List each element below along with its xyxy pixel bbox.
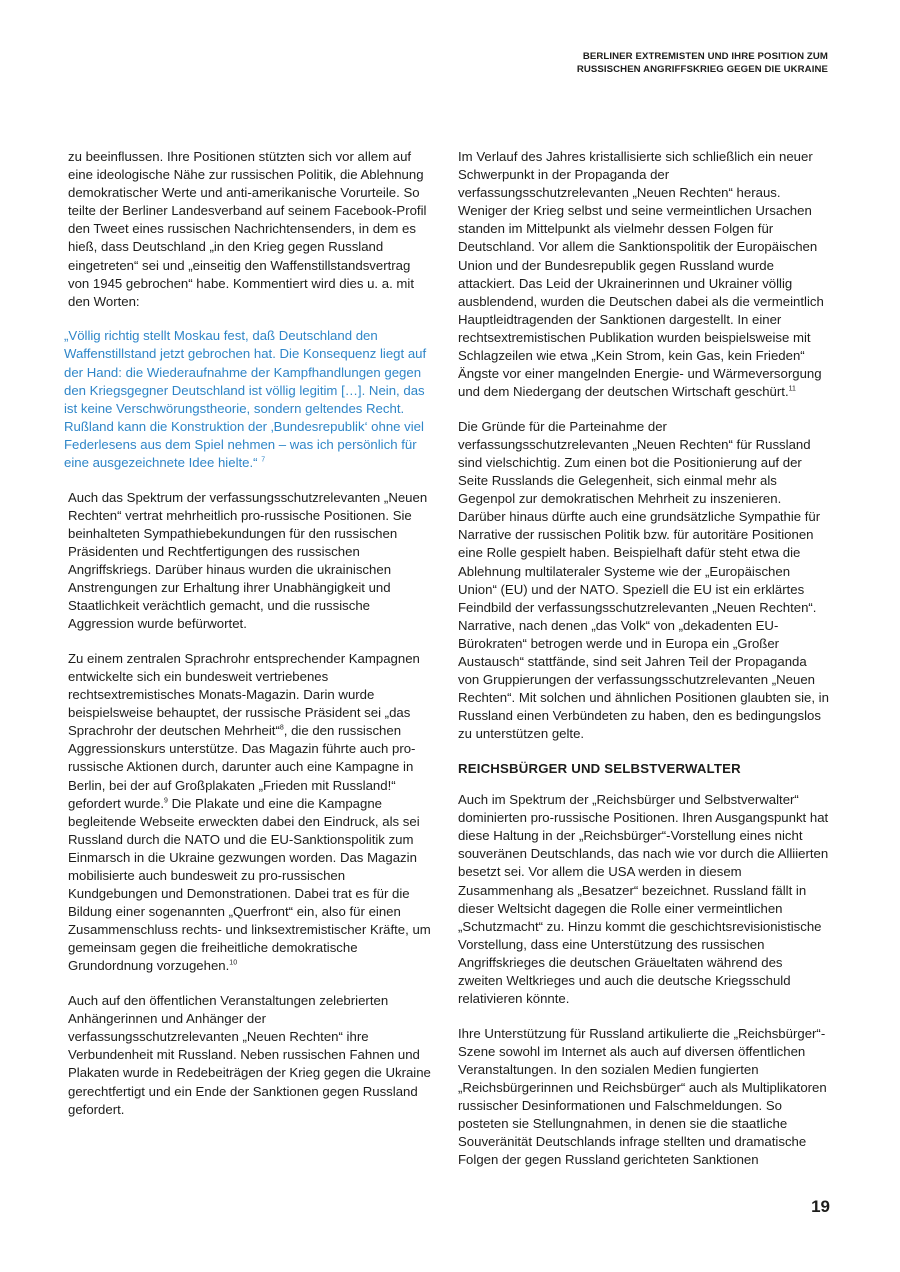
footnote-marker: 11 — [788, 385, 796, 393]
running-header — [408, 50, 828, 76]
block-quote-text: „Völlig richtig stellt Moskau fest, daß Deutschland den Waffenstillstand jetzt gebrochen hat. Die Konsequenz liegt auf der Hand: die Wiederaufnahme der Kampfhandlungen gegen den Kriegsgegner Deutschland ist völlig legitim […]. Nein, das ist keine Verschwörungstheorie, sondern geltendes Recht. Rußland kann die Konstruktion der ‚Bundesrepublik‘ ohne viel Federlesens aus dem Spiel nehmen – was ich persönlich für eine ausgezeichnete Idee hielte.“ — [64, 328, 427, 470]
running-header-line-1: BERLINER EXTREMISTEN UND IHRE POSITION ZUM — [582, 51, 828, 62]
page-number: 19 — [811, 1197, 830, 1216]
right-column — [458, 148, 830, 1186]
paragraph: Auch das Spektrum der verfassungsschutzrelevanten „Neuen Rechten“ vertrat mehrheitlich pro-russische Positionen. Sie beinhalteten Sympathiebekundungen für den russischen Präsidenten und Rechtfertigungen des russischen Angriffskriegs. Darüber hinaus wurden die ukrainischen Anstrengungen zur Erhaltung ihrer Unabhängigkeit und Staatlichkeit verächtlich gemacht, und die russische Aggression wurde befürwortet. — [68, 489, 428, 632]
paragraph — [68, 650, 433, 976]
running-header-line-2: RUSSISCHEN ANGRIFFSKRIEG GEGEN DIE UKRAINE — [576, 64, 828, 75]
footnote-marker: 8 — [279, 724, 284, 732]
paragraph: Auch im Spektrum der „Reichsbürger und Selbstverwalter“ dominierten pro-russische Positionen. Ihren Ausgangspunkt hat diese Haltung in der „Reichsbürger“-Vorstellung eines nicht souveränen Deutschlands, das nach wie vor durch die Alliierten besetzt sei. Vor allem die USA werden in diesem Zusammenhang als „Besatzer“ bezeichnet. Russland fällt in dieser Weltsicht dagegen die Rolle einer vermeintlichen „Schutzmacht“ zu. Hinzu kommt die geschichtsrevisionistische Vorstellung, dass eine Unterstützung des russischen Angriffskrieges die deutschen Gräueltaten während des zweiten Weltkrieges und auch die deutsche Kriegsschuld relativieren könnte. — [458, 792, 829, 1007]
paragraph — [458, 148, 830, 401]
footnote-marker: 9 — [164, 797, 168, 805]
footnote-marker: 7 — [261, 456, 266, 464]
paragraph-text: Die Plakate und eine die Kampagne begleitende Webseite erweckten dabei den Eindruck, als sei Russland durch die NATO und die EU-Sanktionspolitik zum Einmarsch in die Ukraine gezwungen worden. Das Magazin mobilisierte auch bundesweit zu pro-russischen Kundgebungen und Demonstrationen. Dabei trat es für die Bildung einer sogenannten „Querfront“ ein, also für einen Zusammenschluss rechts- und linksextremistischer Kräfte, um gemeinsam gegen die freiheitliche demokratische Grundordnung vorzugehen. — [68, 795, 431, 974]
block-quote — [64, 327, 433, 472]
footnote-marker: 10 — [229, 960, 238, 968]
paragraph-text: , die den russischen Aggressionskurs unterstütze. Das Magazin führte auch pro-russische Aktionen durch, darunter auch eine Kampagne in Berlin, bei der auf Großplakaten „Frieden mit Russland!“ gefordert wurde. — [68, 723, 416, 811]
paragraph: zu beeinflussen. Ihre Positionen stützten sich vor allem auf eine ideologische Nähe zur russischen Politik, die Ablehnung demokratischer Werte und anti-amerikanische Vorurteile. So teilte der Berliner Landesverband auf seinem Facebook-Profil den Tweet eines russischen Nachrichtensenders, in dem es hieß, dass Deutschland „in den Krieg gegen Russland eingetreten“ sei und „einseitig den Waffenstillstandsvertrag von 1945 gebrochen“ habe. Kommentiert wird dies u. a. mit den Worten: — [68, 149, 427, 309]
paragraph: Die Gründe für die Parteinahme der verfassungsschutzrelevanten „Neuen Rechten“ für Russland sind vielschichtig. Zum einen bot die Positionierung auf der Seite Russlands die Gelegenheit, sich einmal mehr als Gegenpol zur demokratischen Mehrheit zu inszenieren. Darüber hinaus dürfte auch eine grundsätzliche Sympathie für Narrative der russischen Politik bzw. für autoritäre Positionen eine Rolle gespielt haben. Beispielhaft dafür steht etwa die Ablehnung multilateraler Systeme wie der „Europäischen Union“ (EU) und der NATO. Speziell die EU ist ein erklärtes Feindbild der verfassungsschutzrelevanten „Neuen Rechten“. Narrative, nach denen „das Volk“ von „dekadenten EU-Bürokraten“ betrogen werde und in Europa ein „Großer Austausch“ stattfände, sind seit Jahren Teil der Propaganda von Gruppierungen der verfassungsschutzrelevanten „Neuen Rechten“. Mit solchen und ähnlichen Positionen glaubten sie, in Russland einen Verbündeten zu haben, den es bedingungslos zu unterstützen gelte. — [458, 418, 829, 742]
paragraph: Auch auf den öffentlichen Veranstaltungen zelebrierten Anhängerinnen und Anhänger der verfassungsschutzrelevanten „Neuen Rechten“ ihre Verbundenheit mit Russland. Neben russischen Fahnen und Plakaten wurde in Redebeiträgen der Krieg gegen die Ukraine gerechtfertigt und ein Ende der Sanktionen gegen Russland gefordert. — [68, 993, 431, 1117]
paragraph-text: Zu einem zentralen Sprachrohr entsprechender Kampagnen entwickelte sich ein bundesweit vertriebenes rechtsextremistisches Monats-Magazin. Darin wurde beispielsweise behauptet, der russische Präsident sei „das Sprachrohr der deutschen Mehrheit“ — [68, 650, 420, 739]
section-heading: REICHSBÜRGER UND SELBSTVERWALTER — [458, 761, 741, 776]
paragraph: Ihre Unterstützung für Russland artikulierte die „Reichsbürger“-Szene sowohl im Internet als auch auf diversen öffentlichen Veranstaltungen. In den sozialen Medien fungierten „Reichsbürgerinnen und Reichsbürger“ auch als Multiplikatoren russischer Desinformationen und Falschmeldungen. So posteten sie Stellungnahmen, in denen sie die staatliche Souveränität Deutschlands infrage stellten und dramatische Folgen der gegen Russland gerichteten Sanktionen — [458, 1025, 827, 1168]
left-column — [64, 148, 433, 1135]
paragraph-text: Im Verlauf des Jahres kristallisierte sich schließlich ein neuer Schwerpunkt in der Propaganda der verfassungsschutzrelevanten „Neuen Rechten“ heraus. Weniger der Krieg selbst und seine vermeintlichen Ursachen standen im Mittelpunkt als vielmehr dessen Folgen für Deutschland. Vor allem die Sanktionspolitik der Europäischen Union und der Bundesrepublik gegen Russland wurde attackiert. Das Leid der Ukrainerinnen und Ukrainer völlig ausblendend, wurden die Deutschen dabei als die vermeintlich Hauptleidtragenden der Sanktionen dargestellt. In einer rechtsextremistischen Publikation wurden beispielsweise mit Schlagzeilen wie etwa „Kein Strom, kein Gas, kein Frieden“ Ängste vor einer mangelnden Energie- und Wärmeversorgung und dem Niedergang der deutschen Wirtschaft geschürt. — [458, 149, 824, 400]
